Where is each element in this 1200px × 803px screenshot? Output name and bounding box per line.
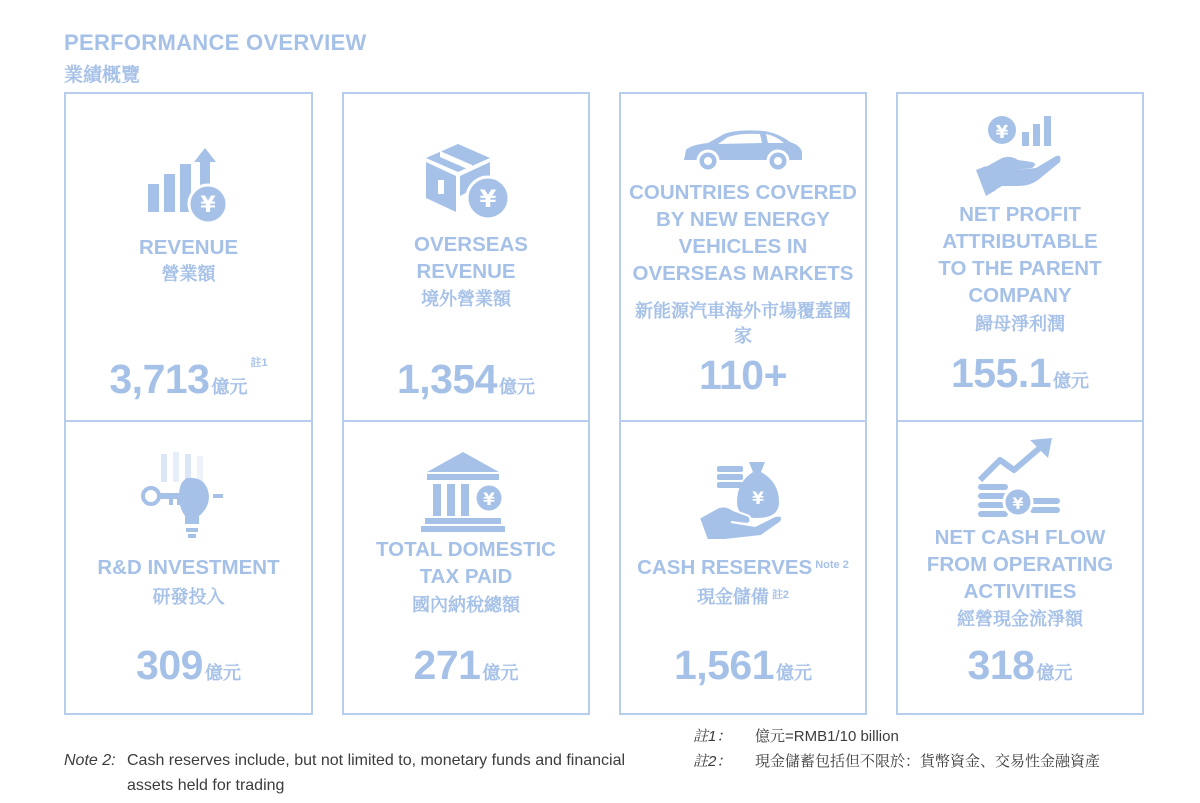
card-label-chinese: 現金儲備 $^{註2}$ [696, 587, 790, 607]
card-value: 309 億元 [136, 642, 241, 688]
card-revenue [64, 92, 313, 422]
card-value: 1,561 億元 [673, 642, 813, 688]
card-label: COUNTRIES COVERED BY NEW ENERGY VEHICLES IN OVERSEAS MARKETS [629, 181, 857, 285]
card-label-chinese: 境外營業額 [421, 289, 511, 309]
hand-profit-icon [898, 110, 1142, 200]
card-label: TOTAL DOMESTIC TAX PAID [376, 538, 556, 588]
footnote-1: 註1： 億元=RMB1/10 billion [693, 728, 899, 745]
card-overseas-revenue [342, 92, 590, 422]
card-label-chinese: 歸母淨利潤 [975, 314, 1065, 334]
card-label: NET CASH FLOW FROM OPERATING ACTIVITIES [926, 526, 1114, 603]
card-value: 318 億元 [967, 642, 1073, 688]
card-label-chinese: 新能源汽車海外市場覆蓋國家 [635, 301, 851, 346]
card-label-chinese: 經營現金流淨額 [957, 609, 1083, 629]
card-value: 1,354 億元 [396, 356, 536, 402]
overseas-box-icon [344, 136, 588, 228]
card-cash-reserves [619, 420, 867, 715]
footnotes-chinese [693, 724, 1100, 774]
card-domestic-tax [342, 420, 590, 715]
card-value: 3,713 億元$^{註1}$ [109, 356, 268, 402]
revenue-bar-chart-icon [66, 146, 311, 226]
card-label: OVERSEAS REVENUE [414, 233, 528, 283]
card-net-cash-flow [896, 420, 1144, 715]
card-value: 271 億元 [413, 642, 519, 688]
svg-text:¥: ¥ [1012, 494, 1024, 513]
svg-text:¥: ¥ [752, 489, 764, 509]
card-countries-covered [619, 92, 867, 422]
card-label-chinese: 國內納稅總額 [412, 595, 520, 615]
card-value: 155.1 億元 [950, 350, 1090, 396]
svg-text:¥: ¥ [479, 185, 497, 213]
card-value: 110+ [698, 352, 788, 398]
card-label: R&D INVESTMENT [97, 556, 280, 579]
svg-text:¥: ¥ [199, 193, 216, 218]
card-label: CASH RESERVES $^{Note 2}$ [637, 556, 849, 579]
svg-text:¥: ¥ [995, 122, 1009, 143]
svg-text:¥: ¥ [483, 490, 495, 510]
key-bulb-icon [66, 450, 311, 546]
bank-building-icon [344, 450, 588, 534]
car-icon [621, 128, 865, 174]
card-label: REVENUE [138, 236, 239, 259]
money-bag-icon [621, 458, 865, 542]
card-net-profit [896, 92, 1144, 422]
card-label-chinese: 研發投入 [152, 587, 225, 607]
card-rd-investment [64, 420, 313, 715]
footnote-2-english: Note 2: Cash reserves include, but not limited to, monetary funds and financial assets held for trading [64, 752, 626, 794]
footnote-2-chinese: 註2： 現金儲蓄包括但不限於：貨幣資金、交易性金融資產 [693, 753, 1101, 770]
card-label: NET PROFIT ATTRIBUTABLE TO THE PARENT COMPANY [938, 203, 1102, 307]
page-title: PERFORMANCE OVERVIEW [64, 30, 367, 55]
card-label-chinese: 營業額 [161, 264, 216, 284]
coins-trend-icon [898, 436, 1142, 520]
page-title-chinese: 業績概覽 [64, 65, 141, 86]
